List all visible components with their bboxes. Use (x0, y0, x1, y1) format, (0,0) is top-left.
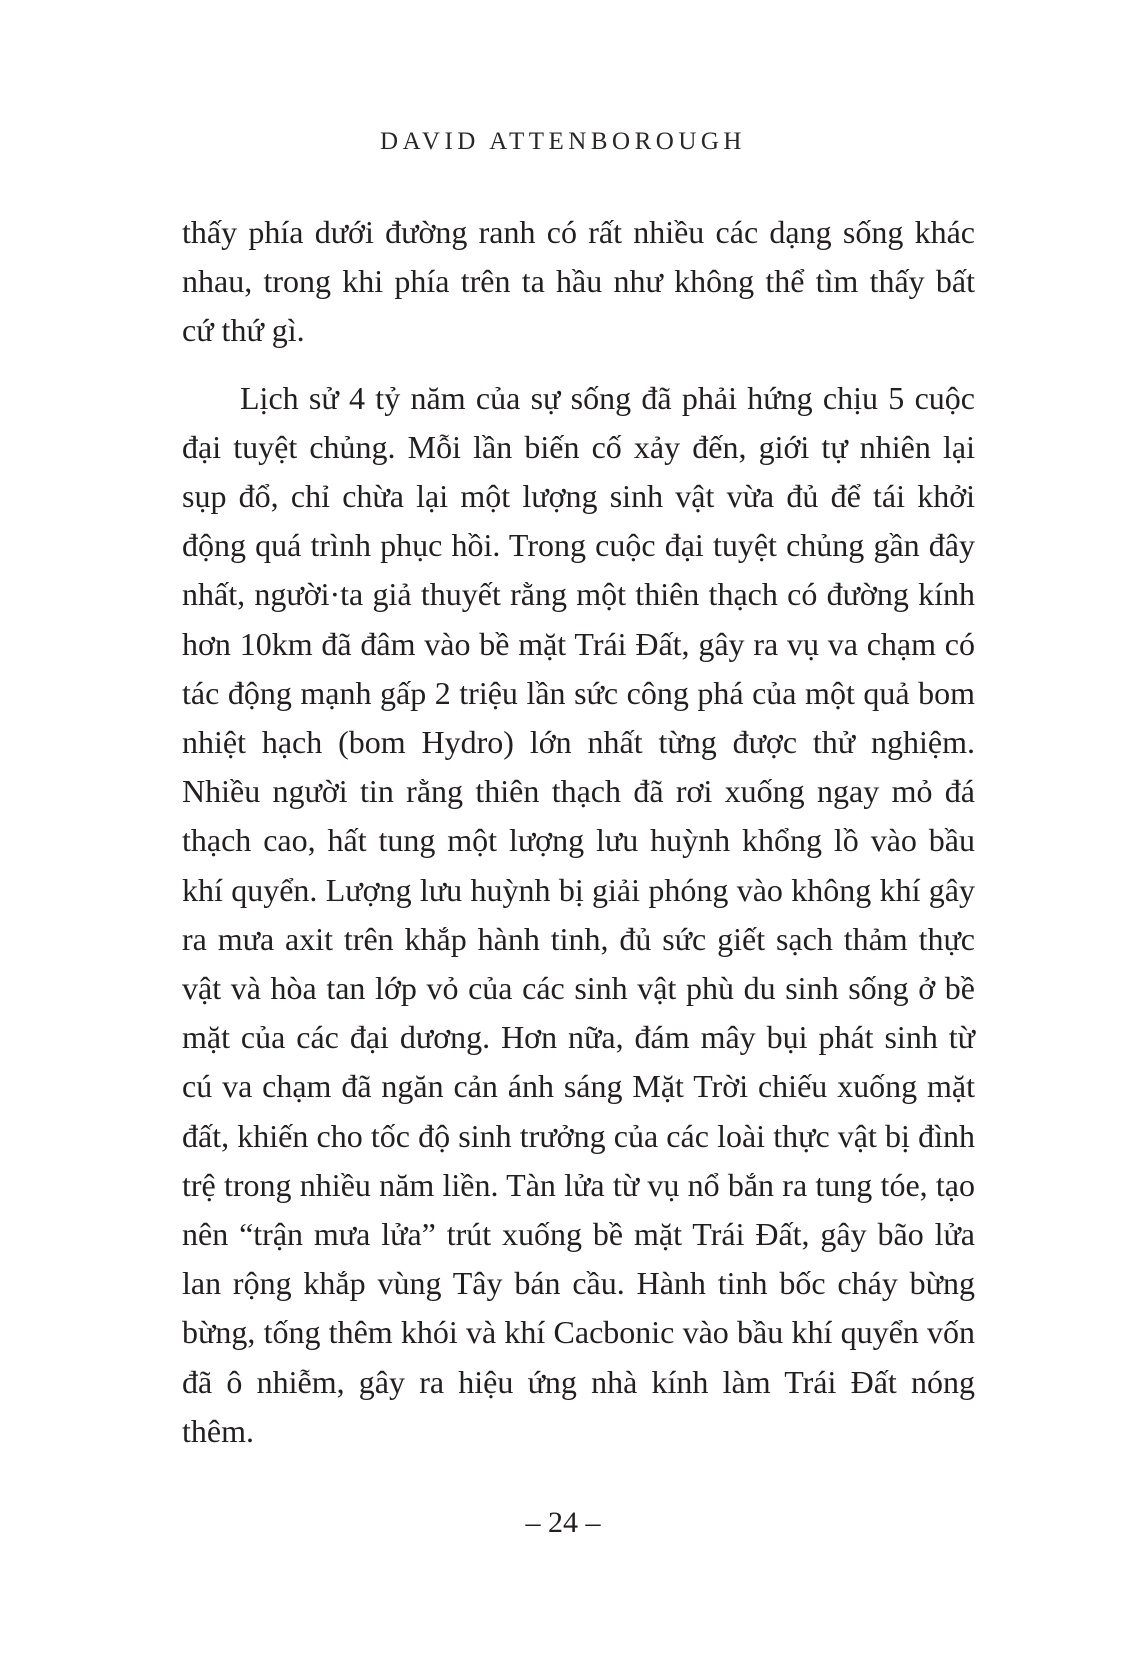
paragraph-mass-extinctions: Lịch sử 4 tỷ năm của sự sống đã phải hứng chịu 5 cuộc đại tuyệt chủng. Mỗi lần biến cố xảy đến, giới tự nhiên lại sụp đổ, chỉ chừa lại một lượng sinh vật vừa đủ để tái khởi động quá trình phục hồi. Trong cuộc đại tuyệt chủng gần đây nhất, người·ta giả thuyết rằng một thiên thạch có đường kính hơn 10km đã đâm vào bề mặt Trái Đất, gây ra vụ va chạm có tác động mạnh gấp 2 triệu lần sức công phá của một quả bom nhiệt hạch (bom Hydro) lớn nhất từng được thử nghiệm. Nhiều người tin rằng thiên thạch đã rơi xuống ngay mỏ đá thạch cao, hất tung một lượng lưu huỳnh khổng lồ vào bầu khí quyển. Lượng lưu huỳnh bị giải phóng vào không khí gây ra mưa axit trên khắp hành tinh, đủ sức giết sạch thảm thực vật và hòa tan lớp vỏ của các sinh vật phù du sinh sống ở bề mặt của các đại dương. Hơn nữa, đám mây bụi phát sinh từ cú va chạm đã ngăn cản ánh sáng Mặt Trời chiếu xuống mặt đất, khiến cho tốc độ sinh trưởng của các loài thực vật bị đình trệ trong nhiều năm liền. Tàn lửa từ vụ nổ bắn ra tung tóe, tạo nên “trận mưa lửa” trút xuống bề mặt Trái Đất, gây bão lửa lan rộng khắp vùng Tây bán cầu. Hành tinh bốc cháy bừng bừng, tống thêm khói và khí Cacbonic vào bầu khí quyển vốn đã ô nhiễm, gây ra hiệu ứng nhà kính làm Trái Đất nóng thêm. (182, 379, 975, 1449)
running-head: DAVID ATTENBOROUGH (380, 128, 746, 155)
body-text (182, 208, 975, 1456)
paragraph-continued: thấy phía dưới đường ranh có rất nhiều các dạng sống khác nhau, trong khi phía trên ta hầu như không thể tìm thấy bất cứ thứ gì. (182, 214, 975, 349)
page-number: – 24 – (525, 1506, 601, 1539)
